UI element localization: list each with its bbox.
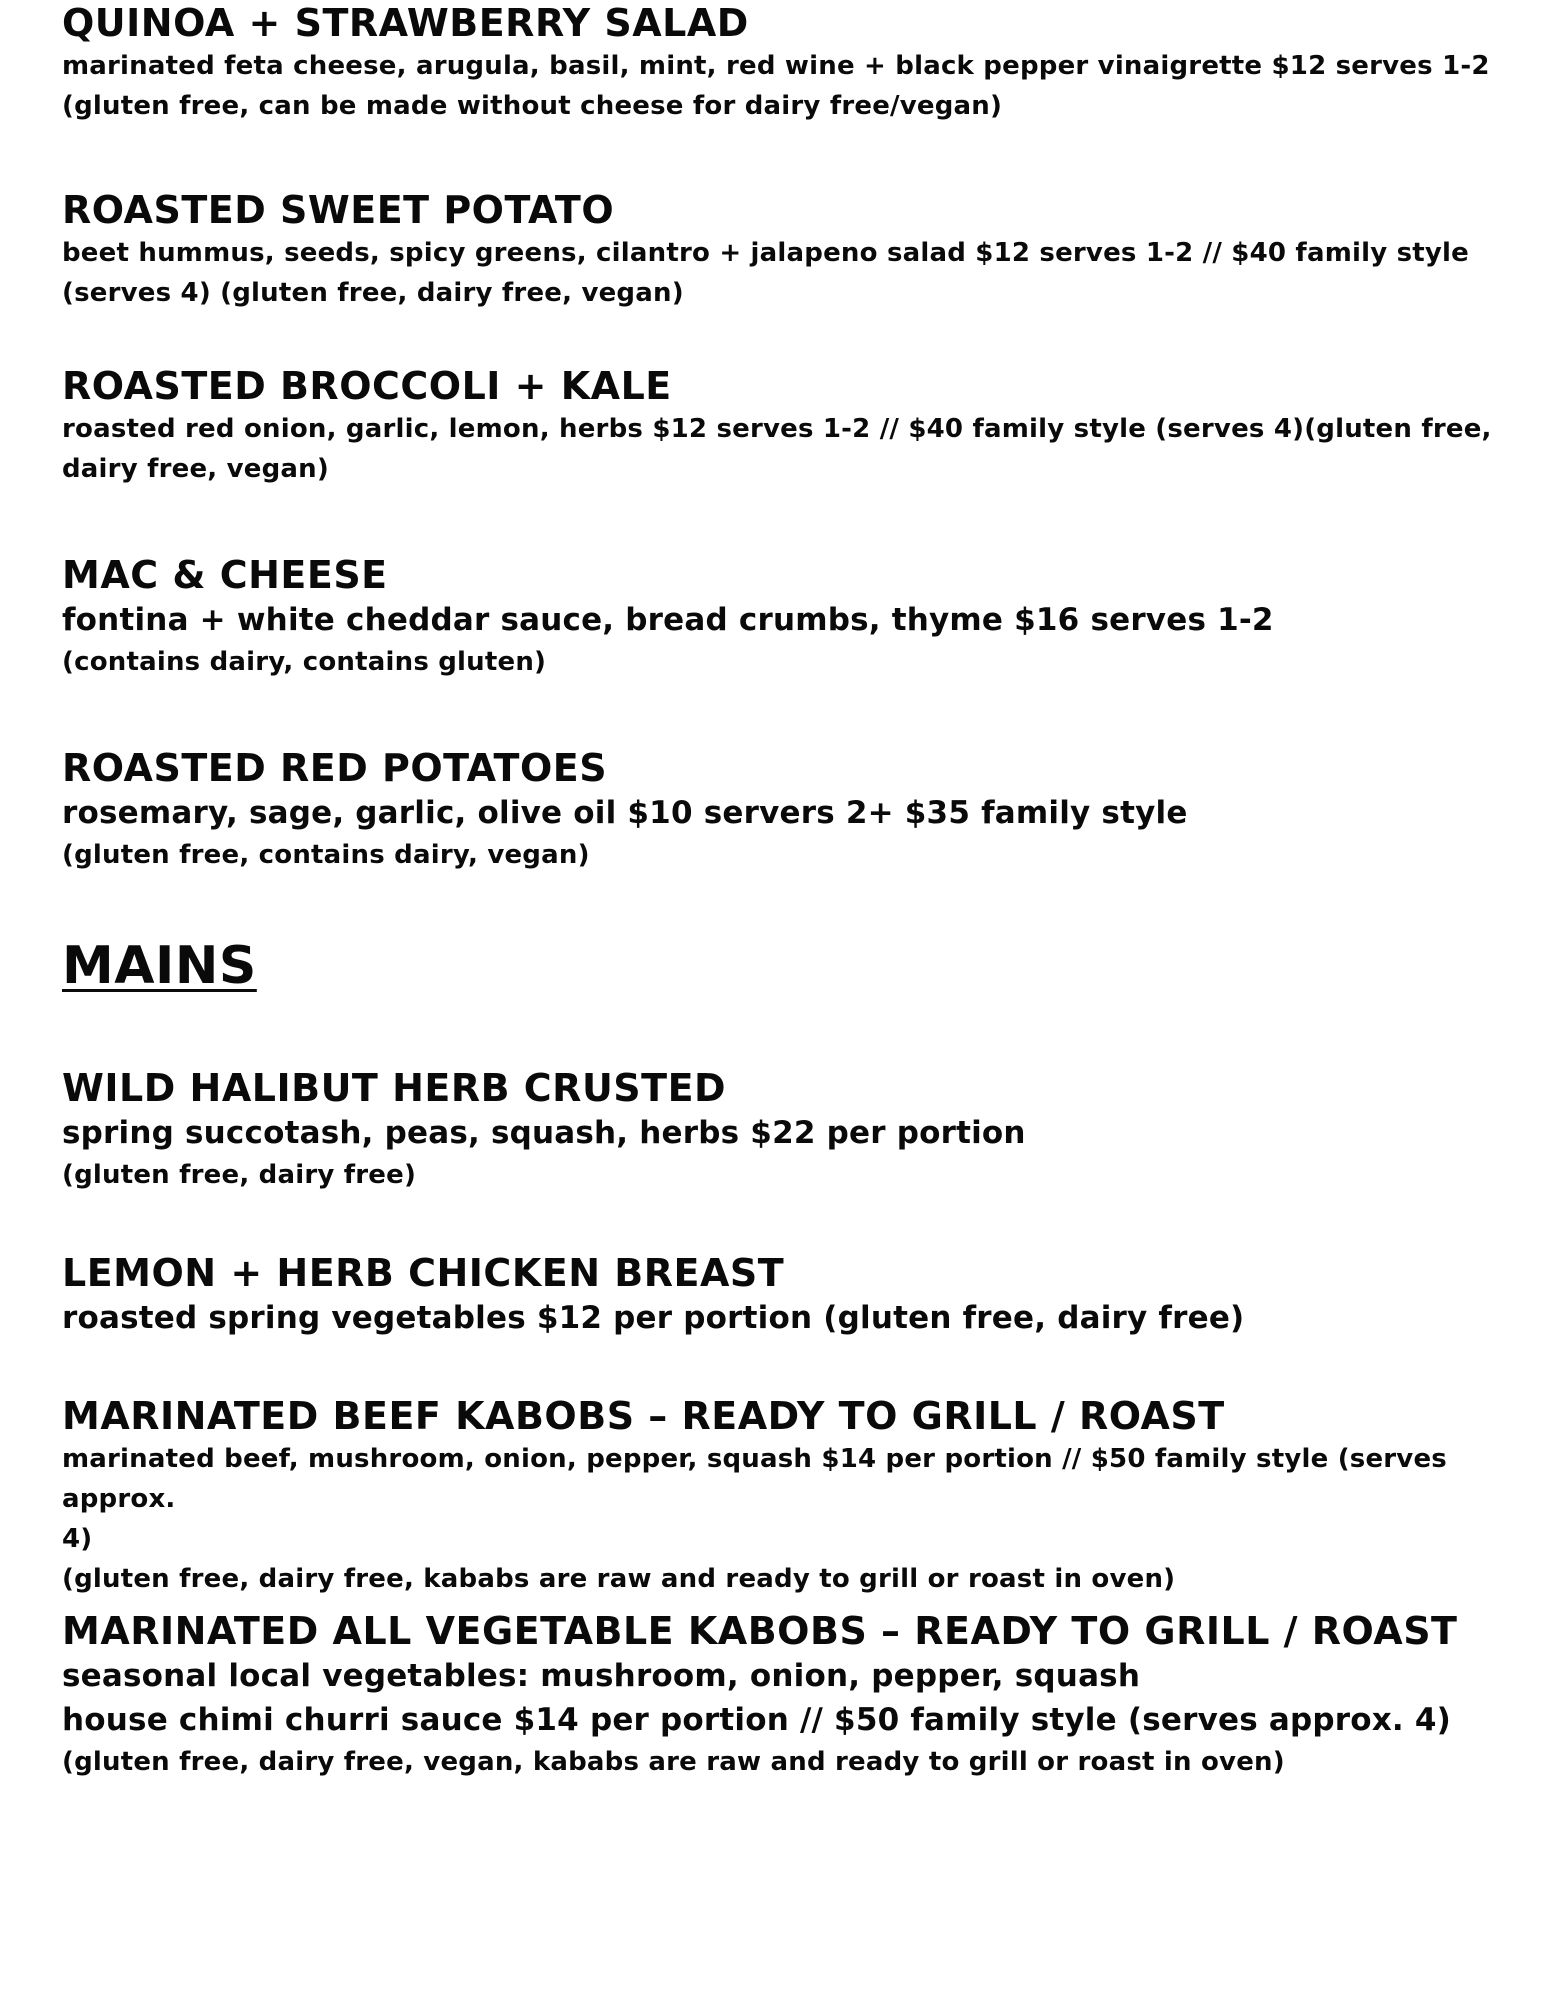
item-description: beet hummus, seeds, spicy greens, cilantro + jalapeno salad $12 serves 1-2 // $40 family style [62,238,1470,268]
mains-heading: MAINS [62,936,257,996]
item-title: MARINATED BEEF KABOBS – READY TO GRILL / ROAST [62,1394,1225,1438]
item-description: spring succotash, peas, squash, herbs $22 per portion [62,1115,1026,1151]
item-dietary-note: (contains dairy, contains gluten) [62,647,547,677]
item-title: ROASTED BROCCOLI + KALE [62,364,672,408]
menu-item-mac-cheese [62,552,1502,682]
menu-item-beef-kabobs [62,1393,1502,1599]
menu-item-roasted-sweet-potato [62,187,1502,313]
item-dietary-note: (gluten free, can be made without cheese for dairy free/vegan) [62,91,1003,121]
item-description: roasted red onion, garlic, lemon, herbs $12 serves 1-2 // $40 family style (serves 4)(gluten free, [62,414,1492,444]
menu-item-roasted-red-potatoes [62,745,1502,875]
item-description: roasted spring vegetables $12 per portion (gluten free, dairy free) [62,1300,1245,1336]
item-description: seasonal local vegetables: mushroom, onion, pepper, squash [62,1658,1141,1694]
menu-item-quinoa-salad [62,0,1502,126]
item-title: MARINATED ALL VEGETABLE KABOBS – READY TO GRILL / ROAST [62,1609,1458,1653]
item-title: LEMON + HERB CHICKEN BREAST [62,1251,785,1295]
item-title: QUINOA + STRAWBERRY SALAD [62,1,749,45]
item-description: fontina + white cheddar sauce, bread crumbs, thyme $16 serves 1-2 [62,602,1274,638]
item-description: marinated feta cheese, arugula, basil, mint, red wine + black pepper vinaigrette $12 serves 1-2 [62,51,1490,81]
item-title: ROASTED SWEET POTATO [62,188,615,232]
item-dietary-note: (gluten free, dairy free, vegan, kababs are raw and ready to grill or roast in oven) [62,1747,1285,1777]
item-description: marinated beef, mushroom, onion, pepper, squash $14 per portion // $50 family style (serves approx. [62,1444,1447,1514]
menu-item-wild-halibut [62,1065,1502,1195]
item-dietary-note: (gluten free, dairy free) [62,1160,417,1190]
menu-item-vegetable-kabobs [62,1608,1502,1782]
item-title: MAC & CHEESE [62,553,388,597]
item-dietary-note: (gluten free, dairy free, kababs are raw and ready to grill or roast in oven) [62,1564,1176,1594]
item-description: rosemary, sage, garlic, olive oil $10 servers 2+ $35 family style [62,795,1188,831]
menu-item-lemon-herb-chicken [62,1250,1502,1340]
item-dietary-note: (serves 4) (gluten free, dairy free, vegan) [62,278,684,308]
item-title: WILD HALIBUT HERB CRUSTED [62,1066,727,1110]
item-dietary-note: dairy free, vegan) [62,454,329,484]
item-description-continued: 4) [62,1524,93,1554]
menu-item-roasted-broccoli-kale [62,363,1502,489]
item-description-continued: house chimi churri sauce $14 per portion // $50 family style (serves approx. 4) [62,1702,1452,1738]
item-title: ROASTED RED POTATOES [62,746,608,790]
item-dietary-note: (gluten free, contains dairy, vegan) [62,840,590,870]
